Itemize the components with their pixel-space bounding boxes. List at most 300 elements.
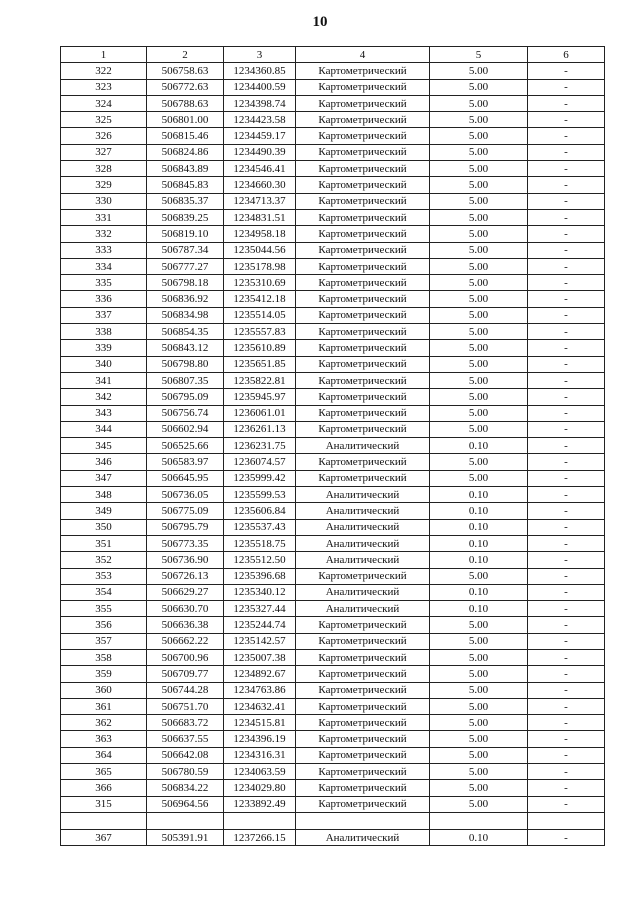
table-cell: Картометрический [296,63,430,79]
table-cell: 350 [61,519,147,535]
table-row [61,780,605,796]
table-cell: 365 [61,764,147,780]
table-cell: 506795.09 [147,389,224,405]
table-cell: 1235142.57 [224,633,296,649]
table-cell: 1235396.68 [224,568,296,584]
table-cell: 355 [61,601,147,617]
table-cell: 506843.89 [147,161,224,177]
table-cell: - [528,144,605,160]
table-cell: 5.00 [430,226,528,242]
table-cell: Картометрический [296,95,430,111]
table-cell: - [528,226,605,242]
table-cell: 1235514.05 [224,307,296,323]
table-cell: - [528,829,605,845]
table-cell-empty [147,812,224,829]
table-cell: 5.00 [430,95,528,111]
table-cell: - [528,698,605,714]
table-cell: - [528,63,605,79]
table-cell: Картометрический [296,79,430,95]
table-cell: - [528,649,605,665]
table-cell: 506636.38 [147,617,224,633]
table-cell: - [528,764,605,780]
table-cell: 506964.56 [147,796,224,812]
table-cell: 343 [61,405,147,421]
table-cell: - [528,617,605,633]
table-cell: 506602.94 [147,421,224,437]
column-header: 2 [147,47,224,63]
table-cell-empty [61,812,147,829]
table-cell: Аналитический [296,601,430,617]
table-cell: 5.00 [430,161,528,177]
table-row [61,470,605,486]
table-cell: Картометрический [296,568,430,584]
table-cell: 1235518.75 [224,535,296,551]
table-row [61,356,605,372]
table-cell: Аналитический [296,829,430,845]
table-cell: 5.00 [430,649,528,665]
table-cell: 5.00 [430,79,528,95]
table-row [61,764,605,780]
table-cell: 1235599.53 [224,487,296,503]
table-cell: Картометрический [296,796,430,812]
table-cell: 1235412.18 [224,291,296,307]
table-row [61,601,605,617]
table-row [61,389,605,405]
table-cell: 5.00 [430,470,528,486]
table-cell: 327 [61,144,147,160]
table-cell: Картометрический [296,682,430,698]
table-cell: 1235327.44 [224,601,296,617]
table-cell: 506645.95 [147,470,224,486]
table-cell: 506787.34 [147,242,224,258]
table-cell: 506756.74 [147,405,224,421]
table-cell: 1236061.01 [224,405,296,421]
table-cell: 506630.70 [147,601,224,617]
table-row [61,405,605,421]
table-cell: Картометрический [296,649,430,665]
table-cell: Аналитический [296,519,430,535]
table-cell: - [528,454,605,470]
table-cell: 506683.72 [147,715,224,731]
table-cell: 334 [61,258,147,274]
table-cell: 506637.55 [147,731,224,747]
table-cell: - [528,682,605,698]
table-cell: 1234831.51 [224,209,296,225]
table-cell: 5.00 [430,405,528,421]
table-cell: Картометрический [296,242,430,258]
table-cell: 5.00 [430,112,528,128]
table-cell: 506736.90 [147,552,224,568]
table-row [61,226,605,242]
coordinates-table [60,46,605,846]
table-cell: - [528,340,605,356]
table-cell: 1234546.41 [224,161,296,177]
table-cell: Аналитический [296,535,430,551]
table-cell: 506780.59 [147,764,224,780]
table-cell: - [528,79,605,95]
table-row [61,535,605,551]
table-cell: Картометрический [296,698,430,714]
table-cell: - [528,715,605,731]
table-cell: 359 [61,666,147,682]
table-cell: 506629.27 [147,584,224,600]
table-cell: 505391.91 [147,829,224,845]
table-cell: 342 [61,389,147,405]
table-cell: 331 [61,209,147,225]
table-cell: 360 [61,682,147,698]
table-cell: 1234958.18 [224,226,296,242]
table-row [61,275,605,291]
table-cell: - [528,193,605,209]
table-blank-row [61,812,605,829]
table-row [61,503,605,519]
table-row [61,307,605,323]
table-cell: 1234660.30 [224,177,296,193]
table-cell: 506819.10 [147,226,224,242]
table-cell: 1235606.84 [224,503,296,519]
table-cell: 1234632.41 [224,698,296,714]
table-cell: 337 [61,307,147,323]
table-cell: 346 [61,454,147,470]
table-cell: 0.10 [430,535,528,551]
table-cell: - [528,535,605,551]
table-cell: 506834.98 [147,307,224,323]
table-cell: 1235244.74 [224,617,296,633]
table-cell: 353 [61,568,147,584]
table-cell: 5.00 [430,144,528,160]
table-cell: 363 [61,731,147,747]
table-row [61,161,605,177]
table-cell: 1234459.17 [224,128,296,144]
table-row [61,682,605,698]
table-cell: 338 [61,324,147,340]
table-cell: - [528,258,605,274]
table-row [61,568,605,584]
table-row [61,209,605,225]
column-header: 6 [528,47,605,63]
table-cell: 506788.63 [147,95,224,111]
table-cell: 5.00 [430,633,528,649]
table-cell: Картометрический [296,372,430,388]
table-cell: 1234029.80 [224,780,296,796]
table-cell: 506772.63 [147,79,224,95]
table-cell: 344 [61,421,147,437]
table-cell: 5.00 [430,698,528,714]
table-cell: Картометрический [296,421,430,437]
table-cell: 5.00 [430,242,528,258]
table-cell: 5.00 [430,666,528,682]
table-cell: - [528,568,605,584]
table-cell: 362 [61,715,147,731]
table-cell: 0.10 [430,552,528,568]
table-row [61,112,605,128]
table-row [61,291,605,307]
table-cell: 1233892.49 [224,796,296,812]
table-body [61,63,605,846]
table-cell: 354 [61,584,147,600]
column-header: 1 [61,47,147,63]
table-cell: 5.00 [430,340,528,356]
table-cell: 1235999.42 [224,470,296,486]
table-cell-empty [528,812,605,829]
table-cell: Картометрический [296,340,430,356]
table-cell: Картометрический [296,780,430,796]
table-cell: 325 [61,112,147,128]
table-cell: 5.00 [430,796,528,812]
table-row [61,193,605,209]
table-cell: 336 [61,291,147,307]
table-cell: - [528,405,605,421]
table-cell: 506525.66 [147,438,224,454]
table-cell: - [528,747,605,763]
table-cell: 506835.37 [147,193,224,209]
table-cell: Картометрический [296,633,430,649]
table-cell: 506744.28 [147,682,224,698]
table-cell: 506751.70 [147,698,224,714]
table-cell: 1234713.37 [224,193,296,209]
table-cell: 1234490.39 [224,144,296,160]
table-cell: 1234316.31 [224,747,296,763]
table-cell: 0.10 [430,487,528,503]
table-cell-empty [430,812,528,829]
table-cell: 506798.80 [147,356,224,372]
table-cell: - [528,275,605,291]
table-row [61,128,605,144]
table-cell: 1235557.83 [224,324,296,340]
table-cell: Картометрический [296,161,430,177]
table-row [61,421,605,437]
table-cell: 5.00 [430,617,528,633]
table-cell: 1235512.50 [224,552,296,568]
table-cell: 366 [61,780,147,796]
column-header: 5 [430,47,528,63]
table-cell: 506758.63 [147,63,224,79]
table-cell: Картометрический [296,454,430,470]
table-cell: 329 [61,177,147,193]
table-cell: - [528,209,605,225]
table-cell: 5.00 [430,177,528,193]
table-cell: 506662.22 [147,633,224,649]
table-cell: Картометрический [296,275,430,291]
table-cell: Картометрический [296,112,430,128]
table-cell: - [528,796,605,812]
table-cell: 1234892.67 [224,666,296,682]
table-cell: - [528,519,605,535]
table-cell: Картометрический [296,617,430,633]
table-cell: 1236261.13 [224,421,296,437]
table-cell: 5.00 [430,275,528,291]
table-cell: 1234360.85 [224,63,296,79]
table-cell-empty [296,812,430,829]
table-cell: Аналитический [296,487,430,503]
table-cell: 506824.86 [147,144,224,160]
table-cell: 364 [61,747,147,763]
table-row [61,258,605,274]
table-cell: 506777.27 [147,258,224,274]
table-cell: 5.00 [430,454,528,470]
table-cell: Картометрический [296,193,430,209]
table-cell: 506709.77 [147,666,224,682]
table-cell: 5.00 [430,421,528,437]
table-cell: 5.00 [430,324,528,340]
table-cell: 1235007.38 [224,649,296,665]
table-cell: - [528,487,605,503]
table-cell: 506773.35 [147,535,224,551]
table-cell: 0.10 [430,601,528,617]
table-cell: 323 [61,79,147,95]
table-cell: 5.00 [430,389,528,405]
table-cell: 315 [61,796,147,812]
table-cell: 328 [61,161,147,177]
table-cell: 506798.18 [147,275,224,291]
table-cell: 322 [61,63,147,79]
table-cell: 1234763.86 [224,682,296,698]
table-cell: 506736.05 [147,487,224,503]
table-cell: 5.00 [430,747,528,763]
table-cell: 0.10 [430,503,528,519]
table-cell: Картометрический [296,209,430,225]
table-cell: - [528,633,605,649]
table-cell: - [528,372,605,388]
table-cell: 1235822.81 [224,372,296,388]
table-cell: 5.00 [430,356,528,372]
table-cell: 1235178.98 [224,258,296,274]
table-cell: - [528,780,605,796]
table-cell: 1235044.56 [224,242,296,258]
table-cell: 506854.35 [147,324,224,340]
table-cell: 357 [61,633,147,649]
table-row [61,796,605,812]
table-row [61,584,605,600]
table-cell: 506807.35 [147,372,224,388]
table-cell: Картометрический [296,177,430,193]
table-cell: 1235610.89 [224,340,296,356]
table-cell: 1234423.58 [224,112,296,128]
table-row [61,242,605,258]
table-cell: 1234515.81 [224,715,296,731]
table-cell: - [528,242,605,258]
table-cell: 1236231.75 [224,438,296,454]
table-cell: - [528,552,605,568]
table-cell: - [528,601,605,617]
table-cell: 1237266.15 [224,829,296,845]
table-cell: Картометрический [296,731,430,747]
table-cell: Картометрический [296,470,430,486]
table-cell: 5.00 [430,258,528,274]
table-cell: 5.00 [430,715,528,731]
table-row [61,324,605,340]
table-row [61,829,605,845]
table-row [61,487,605,503]
column-header: 4 [296,47,430,63]
table-cell: Картометрический [296,128,430,144]
table-header-row [61,47,605,63]
table-row [61,95,605,111]
table-cell: 506801.00 [147,112,224,128]
table-cell: Картометрический [296,389,430,405]
table-cell: 0.10 [430,519,528,535]
table-row [61,144,605,160]
table-row [61,552,605,568]
table-row [61,454,605,470]
table-cell: Аналитический [296,438,430,454]
table-cell: - [528,128,605,144]
table-cell: 339 [61,340,147,356]
table-cell: Аналитический [296,584,430,600]
table-cell: - [528,421,605,437]
table-cell: 5.00 [430,682,528,698]
table-row [61,617,605,633]
table-cell: 5.00 [430,568,528,584]
table-cell: 361 [61,698,147,714]
table-cell: 0.10 [430,829,528,845]
table-cell: 1235310.69 [224,275,296,291]
table-cell: 1235340.12 [224,584,296,600]
table-cell: - [528,95,605,111]
table-row [61,519,605,535]
table-cell: 506795.79 [147,519,224,535]
table-cell: 506775.09 [147,503,224,519]
table-cell: 5.00 [430,764,528,780]
table-cell: - [528,356,605,372]
table-row [61,340,605,356]
table-row [61,63,605,79]
table-cell: 5.00 [430,307,528,323]
table-cell: 340 [61,356,147,372]
table-cell: Картометрический [296,356,430,372]
table-cell: 1234398.74 [224,95,296,111]
table-cell: 0.10 [430,584,528,600]
table-cell: Картометрический [296,324,430,340]
table-cell: 1235537.43 [224,519,296,535]
table-cell: 0.10 [430,438,528,454]
table-cell: Картометрический [296,291,430,307]
table-cell: - [528,584,605,600]
table-cell: - [528,503,605,519]
table-row [61,698,605,714]
table-row [61,666,605,682]
table-row [61,633,605,649]
table-cell: - [528,731,605,747]
table-cell: 506839.25 [147,209,224,225]
table-cell: - [528,307,605,323]
table-cell: 5.00 [430,731,528,747]
table-cell: Картометрический [296,144,430,160]
table-cell: Аналитический [296,552,430,568]
table-cell: Картометрический [296,226,430,242]
table-cell: 1235651.85 [224,356,296,372]
table-cell-empty [224,812,296,829]
table-cell: 506583.97 [147,454,224,470]
table-cell: 349 [61,503,147,519]
table-row [61,649,605,665]
table-cell: Картометрический [296,307,430,323]
table-cell: - [528,324,605,340]
table-cell: 352 [61,552,147,568]
table-cell: 367 [61,829,147,845]
table-cell: 5.00 [430,780,528,796]
table-cell: 506845.83 [147,177,224,193]
table-cell: 1235945.97 [224,389,296,405]
table-cell: 1234400.59 [224,79,296,95]
table-cell: - [528,666,605,682]
table-row [61,731,605,747]
table-cell: 347 [61,470,147,486]
table-cell: 333 [61,242,147,258]
table-cell: 506700.96 [147,649,224,665]
table-cell: - [528,470,605,486]
table-cell: Картометрический [296,764,430,780]
